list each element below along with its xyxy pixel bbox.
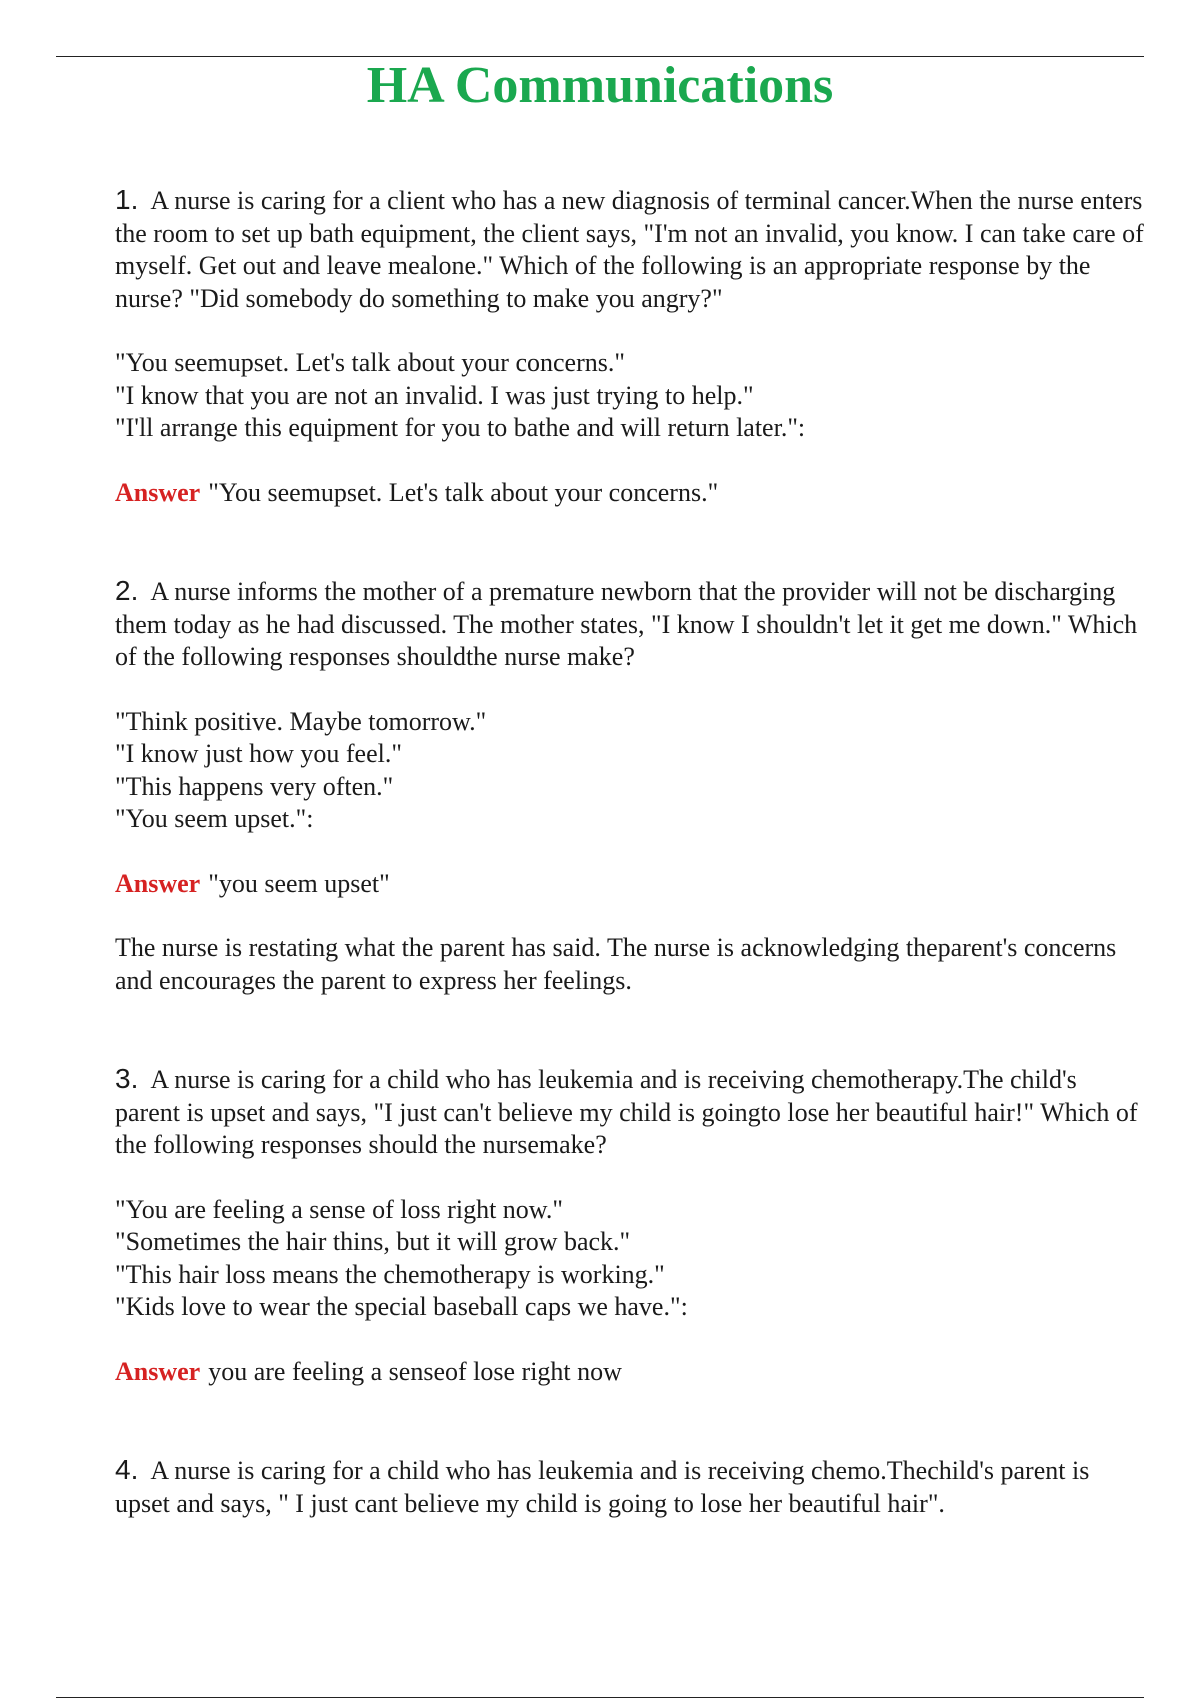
- option-item: "You seemupset. Let's talk about your concerns.": [115, 348, 625, 377]
- answer-text: you are feeling a senseof lose right now: [208, 1356, 622, 1386]
- question-text: A nurse is caring for a child who has leukemia and is receiving chemotherapy.The child's parent is upset and says, "I just can't believe my child is goingto lose her beautiful hair!" Which of the following responses should the nursemake?: [115, 1065, 1138, 1159]
- option-item: "I'll arrange this equipment for you to bathe and will return later.":: [115, 413, 806, 442]
- answer-label: Answer: [115, 477, 201, 507]
- question-text: A nurse is caring for a child who has leukemia and is receiving chemo.Thechild's parent is upset and says, " I just cant believe my child is going to lose her beautiful hair".: [115, 1456, 1090, 1518]
- answer-label: Answer: [115, 868, 201, 898]
- option-item: "This happens very often.": [115, 771, 394, 801]
- option-list: [115, 1194, 1145, 1324]
- answer-line: [115, 477, 1145, 510]
- question-stem: [115, 1454, 1145, 1520]
- option-list: [115, 706, 1145, 836]
- question-text: A nurse is caring for a client who has a new diagnosis of terminal cancer.When the nurse enters the room to set up bath equipment, the client says, "I'm not an invalid, you know. I can take care of myself. Get out and leave mealone." Which of the following is an appropriate response by the nurse? "Did somebody do something to make you angry?": [115, 186, 1144, 313]
- option-item: "You are feeling a sense of loss right now.": [115, 1194, 563, 1224]
- answer-label: Answer: [115, 1356, 201, 1386]
- option-list: [115, 347, 1145, 445]
- answer-line: [115, 868, 1145, 901]
- question-stem: [115, 184, 1145, 315]
- bottom-rule: [56, 1697, 1144, 1698]
- question-block: [115, 1454, 1145, 1520]
- option-item: "I know just how you feel.": [115, 739, 402, 768]
- question-block: [115, 184, 1145, 509]
- answer-line: [115, 1356, 1145, 1389]
- option-item: "Think positive. Maybe tomorrow.": [115, 706, 487, 736]
- option-item: "You seem upset.":: [115, 804, 314, 833]
- answer-text: "You seemupset. Let's talk about your concerns.": [208, 477, 719, 507]
- option-item: "Kids love to wear the special baseball caps we have.":: [115, 1292, 688, 1321]
- option-item: "I know that you are not an invalid. I was just trying to help.": [115, 380, 754, 410]
- question-stem: [115, 575, 1145, 674]
- question-block: [115, 575, 1145, 997]
- answer-text: "you seem upset": [208, 868, 390, 898]
- question-list: [115, 184, 1145, 1586]
- question-number: 3.: [115, 1063, 139, 1094]
- question-block: [115, 1063, 1145, 1388]
- question-number: 2.: [115, 575, 139, 606]
- question-number: 4.: [115, 1454, 139, 1485]
- answer-explanation: The nurse is restating what the parent has said. The nurse is acknowledging theparent's concerns and encourages the parent to express her feelings.: [115, 933, 1117, 995]
- option-item: "This hair loss means the chemotherapy is working.": [115, 1259, 665, 1289]
- option-item: "Sometimes the hair thins, but it will grow back.": [115, 1227, 631, 1256]
- question-stem: [115, 1063, 1145, 1162]
- question-number: 1.: [115, 184, 139, 215]
- document-title: HA Communications: [366, 57, 834, 114]
- question-text: A nurse informs the mother of a premature newborn that the provider will not be discharging them today as he had discussed. The mother states, "I know I shouldn't let it get me down." Which of the following responses shouldthe nurse make?: [115, 577, 1138, 671]
